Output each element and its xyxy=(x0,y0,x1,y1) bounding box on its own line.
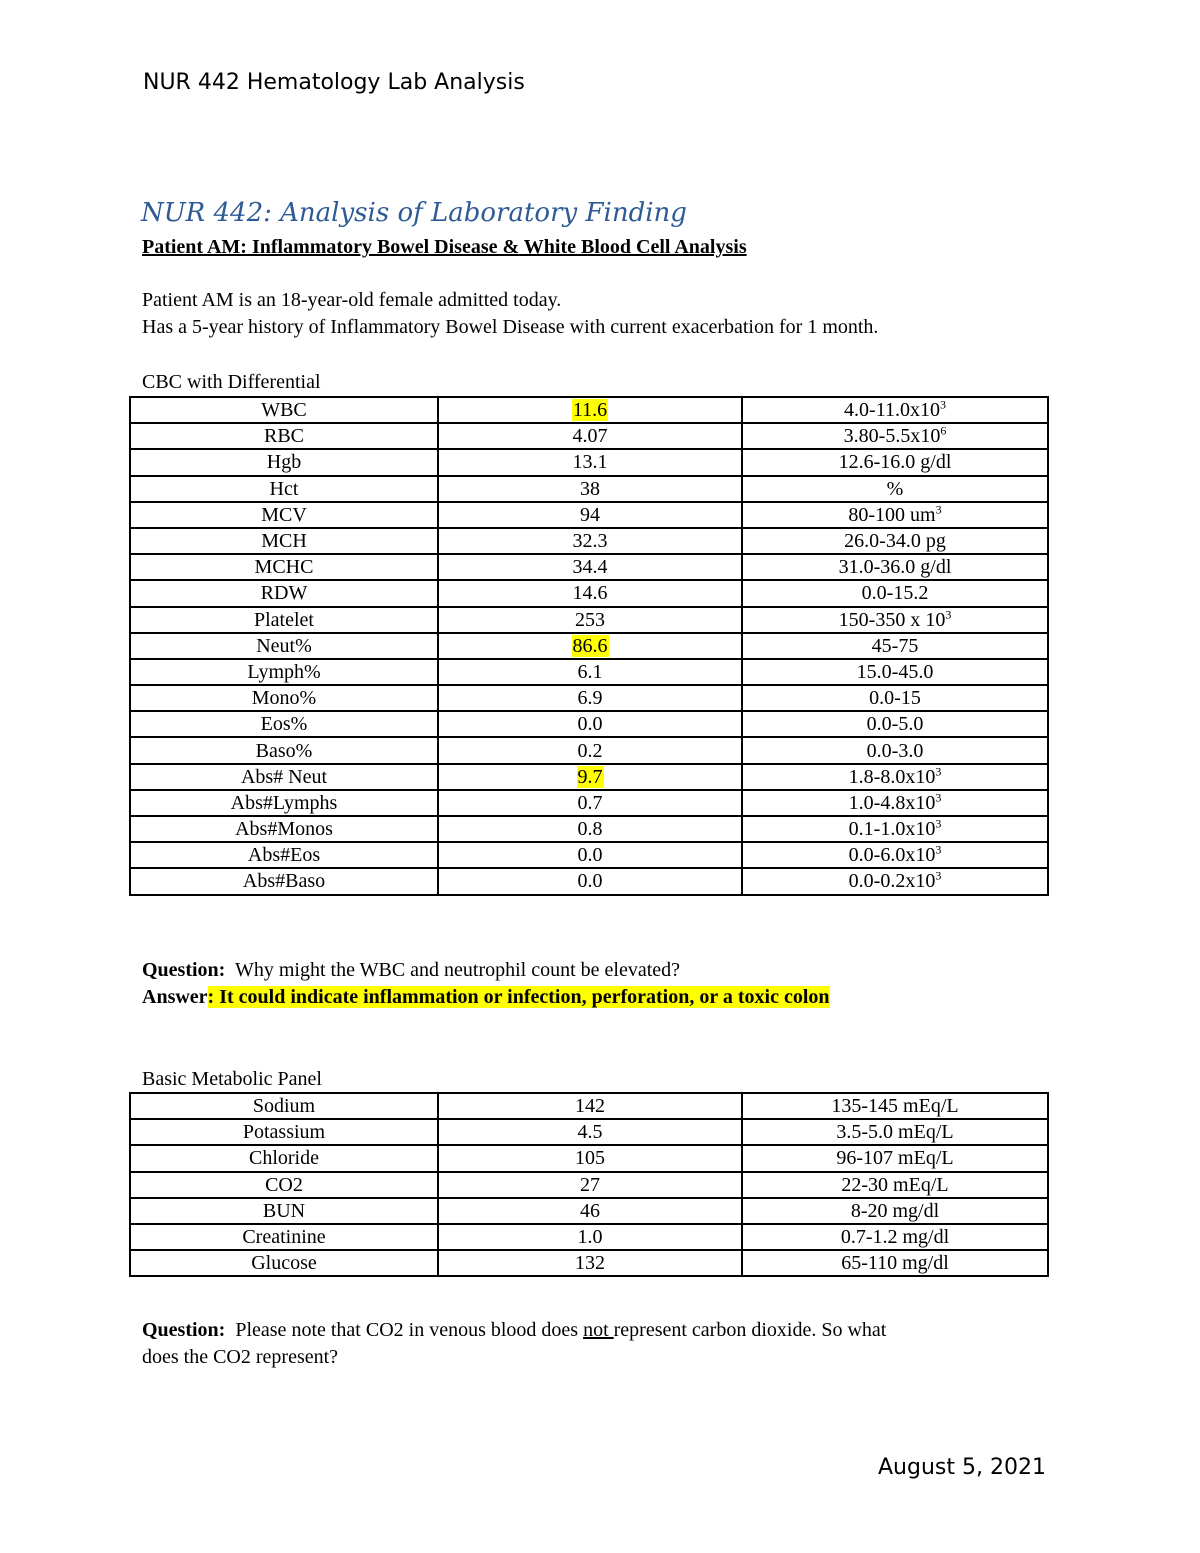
cbc-reference-exponent: 3 xyxy=(945,606,952,621)
cbc-result-value: 4.07 xyxy=(572,425,608,448)
cbc-result-cell xyxy=(438,449,742,475)
cbc-reference-range: 1.0-4.8x10 xyxy=(848,791,936,814)
answer-1-label: Answer xyxy=(142,986,208,1008)
bmp-reference-cell xyxy=(742,1224,1048,1250)
cbc-reference-cell xyxy=(742,580,1048,606)
cbc-result-value: 6.1 xyxy=(577,660,603,683)
cbc-result-value: 0.0 xyxy=(577,870,603,893)
cbc-row xyxy=(130,476,1048,502)
bmp-test-name: Chloride xyxy=(130,1145,438,1171)
cbc-result-cell xyxy=(438,633,742,659)
cbc-reference-range: 0.0-6.0x10 xyxy=(848,844,936,867)
cbc-test-name: Abs#Baso xyxy=(130,868,438,894)
cbc-reference-exponent: 3 xyxy=(935,764,942,779)
cbc-reference-range: 0.0-3.0 xyxy=(866,739,924,762)
bmp-reference-range: 3.5-5.0 mEq/L xyxy=(836,1121,954,1144)
cbc-result-cell xyxy=(438,711,742,737)
cbc-result-cell xyxy=(438,764,742,790)
cbc-row xyxy=(130,502,1048,528)
cbc-reference-range: 80-100 um xyxy=(848,503,936,526)
cbc-row xyxy=(130,842,1048,868)
cbc-reference-cell xyxy=(742,528,1048,554)
cbc-row xyxy=(130,764,1048,790)
cbc-result-cell xyxy=(438,397,742,423)
cbc-row xyxy=(130,449,1048,475)
cbc-test-name: Eos% xyxy=(130,711,438,737)
bmp-test-name: Glucose xyxy=(130,1250,438,1276)
cbc-result-value: 38 xyxy=(580,477,600,500)
cbc-test-name: Hgb xyxy=(130,449,438,475)
bmp-result-cell xyxy=(438,1198,742,1224)
bmp-result-cell xyxy=(438,1224,742,1250)
bmp-reference-range: 22-30 mEq/L xyxy=(841,1173,949,1196)
cbc-result-cell xyxy=(438,737,742,763)
bmp-result-value: 4.5 xyxy=(577,1121,603,1144)
cbc-reference-cell xyxy=(742,449,1048,475)
cbc-reference-range: 3.80-5.5x10 xyxy=(843,425,941,448)
cbc-result-value: 86.6 xyxy=(572,634,608,657)
bmp-reference-range: 135-145 mEq/L xyxy=(831,1095,959,1118)
bmp-result-cell xyxy=(438,1093,742,1119)
bmp-reference-cell xyxy=(742,1172,1048,1198)
document-subtitle: Patient AM: Inflammatory Bowel Disease & White Blood Cell Analysis xyxy=(142,236,747,258)
question-2-text-before: Please note that CO2 in venous blood does xyxy=(225,1319,584,1341)
bmp-result-value: 1.0 xyxy=(577,1226,603,1249)
cbc-test-name: WBC xyxy=(130,397,438,423)
bmp-test-name: CO2 xyxy=(130,1172,438,1198)
cbc-reference-range: 0.0-15 xyxy=(869,687,921,710)
bmp-test-name: Sodium xyxy=(130,1093,438,1119)
cbc-reference-cell xyxy=(742,607,1048,633)
cbc-reference-range: % xyxy=(886,477,904,500)
cbc-test-name: MCV xyxy=(130,502,438,528)
cbc-result-cell xyxy=(438,502,742,528)
bmp-result-cell xyxy=(438,1250,742,1276)
cbc-test-name: Abs#Eos xyxy=(130,842,438,868)
cbc-row xyxy=(130,554,1048,580)
cbc-reference-range: 150-350 x 10 xyxy=(838,608,946,631)
cbc-row xyxy=(130,711,1048,737)
bmp-result-cell xyxy=(438,1145,742,1171)
cbc-reference-cell xyxy=(742,502,1048,528)
cbc-reference-cell xyxy=(742,868,1048,894)
cbc-reference-exponent: 3 xyxy=(939,397,946,412)
cbc-result-cell xyxy=(438,868,742,894)
cbc-row xyxy=(130,685,1048,711)
bmp-result-value: 105 xyxy=(575,1147,605,1170)
cbc-reference-range: 31.0-36.0 g/dl xyxy=(838,556,952,579)
cbc-result-cell xyxy=(438,607,742,633)
question-2-line-2: does the CO2 represent? xyxy=(142,1346,339,1368)
question-2-text-underlined: not xyxy=(583,1319,614,1341)
cbc-reference-cell xyxy=(742,842,1048,868)
cbc-row xyxy=(130,659,1048,685)
cbc-result-value: 32.3 xyxy=(572,530,608,553)
cbc-reference-cell xyxy=(742,764,1048,790)
cbc-result-cell xyxy=(438,554,742,580)
cbc-result-value: 14.6 xyxy=(572,582,608,605)
cbc-result-value: 0.2 xyxy=(577,739,603,762)
cbc-reference-exponent: 3 xyxy=(935,816,942,831)
cbc-reference-cell xyxy=(742,816,1048,842)
cbc-result-value: 94 xyxy=(580,503,600,526)
cbc-reference-exponent: 3 xyxy=(935,842,942,857)
cbc-test-name: RBC xyxy=(130,423,438,449)
cbc-table xyxy=(129,396,1049,896)
cbc-row xyxy=(130,423,1048,449)
cbc-row xyxy=(130,790,1048,816)
cbc-result-value: 11.6 xyxy=(572,399,608,422)
bmp-reference-range: 0.7-1.2 mg/dl xyxy=(840,1226,950,1249)
cbc-reference-range: 12.6-16.0 g/dl xyxy=(838,451,952,474)
bmp-reference-cell xyxy=(742,1198,1048,1224)
question-2-label: Question: xyxy=(142,1319,226,1341)
bmp-table xyxy=(129,1092,1049,1277)
cbc-reference-exponent: 6 xyxy=(940,423,947,438)
cbc-reference-range: 0.0-0.2x10 xyxy=(848,870,936,893)
cbc-reference-range: 4.0-11.0x10 xyxy=(844,399,940,422)
bmp-result-value: 46 xyxy=(580,1199,600,1222)
cbc-result-value: 13.1 xyxy=(572,451,608,474)
cbc-result-cell xyxy=(438,685,742,711)
cbc-reference-cell xyxy=(742,423,1048,449)
cbc-result-value: 9.7 xyxy=(577,765,603,788)
cbc-result-cell xyxy=(438,816,742,842)
cbc-test-name: Baso% xyxy=(130,737,438,763)
question-1-text: Why might the WBC and neutrophil count be elevated? xyxy=(225,959,681,981)
cbc-test-name: Abs#Monos xyxy=(130,816,438,842)
cbc-row xyxy=(130,737,1048,763)
cbc-result-cell xyxy=(438,659,742,685)
cbc-test-name: Neut% xyxy=(130,633,438,659)
cbc-result-value: 253 xyxy=(575,608,605,631)
cbc-row xyxy=(130,528,1048,554)
cbc-row xyxy=(130,580,1048,606)
cbc-result-value: 6.9 xyxy=(577,687,603,710)
bmp-row xyxy=(130,1224,1048,1250)
cbc-reference-cell xyxy=(742,633,1048,659)
bmp-reference-cell xyxy=(742,1119,1048,1145)
bmp-reference-cell xyxy=(742,1093,1048,1119)
cbc-reference-range: 0.0-5.0 xyxy=(866,713,924,736)
cbc-reference-cell xyxy=(742,790,1048,816)
bmp-test-name: BUN xyxy=(130,1198,438,1224)
bmp-row xyxy=(130,1250,1048,1276)
cbc-row xyxy=(130,868,1048,894)
bmp-reference-range: 65-110 mg/dl xyxy=(841,1252,949,1275)
question-1 xyxy=(142,959,680,982)
cbc-reference-range: 0.1-1.0x10 xyxy=(848,818,936,841)
cbc-test-name: Lymph% xyxy=(130,659,438,685)
cbc-result-cell xyxy=(438,842,742,868)
cbc-test-name: Abs#Lymphs xyxy=(130,790,438,816)
cbc-label: CBC with Differential xyxy=(142,371,321,393)
cbc-result-value: 34.4 xyxy=(572,556,608,579)
cbc-reference-range: 45-75 xyxy=(871,634,919,657)
cbc-result-cell xyxy=(438,580,742,606)
cbc-test-name: Hct xyxy=(130,476,438,502)
intro-line-1: Patient AM is an 18-year-old female admitted today. xyxy=(142,289,562,311)
question-2-text-after: represent carbon dioxide. So what xyxy=(613,1319,887,1341)
cbc-reference-cell xyxy=(742,737,1048,763)
bmp-row xyxy=(130,1119,1048,1145)
cbc-reference-cell xyxy=(742,397,1048,423)
cbc-result-cell xyxy=(438,423,742,449)
bmp-result-value: 132 xyxy=(575,1252,605,1275)
question-2 xyxy=(142,1319,886,1342)
cbc-reference-range: 15.0-45.0 xyxy=(856,660,934,683)
document-title: NUR 442: Analysis of Laboratory Finding xyxy=(141,198,687,228)
bmp-label: Basic Metabolic Panel xyxy=(142,1068,322,1090)
cbc-reference-range: 0.0-15.2 xyxy=(861,582,929,605)
cbc-reference-cell xyxy=(742,554,1048,580)
cbc-reference-exponent: 3 xyxy=(935,868,942,883)
bmp-result-cell xyxy=(438,1172,742,1198)
cbc-test-name: Mono% xyxy=(130,685,438,711)
intro-line-2: Has a 5-year history of Inflammatory Bowel Disease with current exacerbation for 1 month. xyxy=(142,316,879,338)
cbc-reference-cell xyxy=(742,685,1048,711)
bmp-reference-range: 8-20 mg/dl xyxy=(850,1199,940,1222)
bmp-row xyxy=(130,1093,1048,1119)
cbc-row xyxy=(130,816,1048,842)
footer-date: August 5, 2021 xyxy=(878,1455,1046,1480)
cbc-test-name: Platelet xyxy=(130,607,438,633)
cbc-reference-range: 26.0-34.0 pg xyxy=(844,530,946,553)
bmp-reference-range: 96-107 mEq/L xyxy=(836,1147,954,1170)
cbc-result-value: 0.0 xyxy=(577,844,603,867)
cbc-row xyxy=(130,633,1048,659)
bmp-test-name: Creatinine xyxy=(130,1224,438,1250)
cbc-result-cell xyxy=(438,790,742,816)
bmp-test-name: Potassium xyxy=(130,1119,438,1145)
cbc-test-name: MCHC xyxy=(130,554,438,580)
bmp-reference-cell xyxy=(742,1250,1048,1276)
cbc-reference-cell xyxy=(742,711,1048,737)
answer-1-text: : It could indicate inflammation or infection, perforation, or a toxic colon xyxy=(207,986,830,1008)
cbc-test-name: Abs# Neut xyxy=(130,764,438,790)
bmp-result-value: 142 xyxy=(575,1095,605,1118)
bmp-row xyxy=(130,1198,1048,1224)
cbc-reference-exponent: 3 xyxy=(935,790,942,805)
cbc-result-value: 0.8 xyxy=(577,818,603,841)
bmp-result-value: 27 xyxy=(580,1173,600,1196)
cbc-result-value: 0.0 xyxy=(577,713,603,736)
question-1-label: Question: xyxy=(142,959,226,981)
cbc-result-value: 0.7 xyxy=(577,791,603,814)
bmp-result-cell xyxy=(438,1119,742,1145)
bmp-reference-cell xyxy=(742,1145,1048,1171)
cbc-reference-cell xyxy=(742,659,1048,685)
cbc-test-name: MCH xyxy=(130,528,438,554)
cbc-reference-cell xyxy=(742,476,1048,502)
cbc-reference-range: 1.8-8.0x10 xyxy=(848,765,936,788)
cbc-result-cell xyxy=(438,528,742,554)
cbc-test-name: RDW xyxy=(130,580,438,606)
bmp-row xyxy=(130,1145,1048,1171)
answer-1 xyxy=(142,986,830,1009)
cbc-result-cell xyxy=(438,476,742,502)
cbc-row xyxy=(130,397,1048,423)
cbc-reference-exponent: 3 xyxy=(935,502,942,517)
cbc-row xyxy=(130,607,1048,633)
bmp-row xyxy=(130,1172,1048,1198)
page-header-title: NUR 442 Hematology Lab Analysis xyxy=(143,70,525,95)
